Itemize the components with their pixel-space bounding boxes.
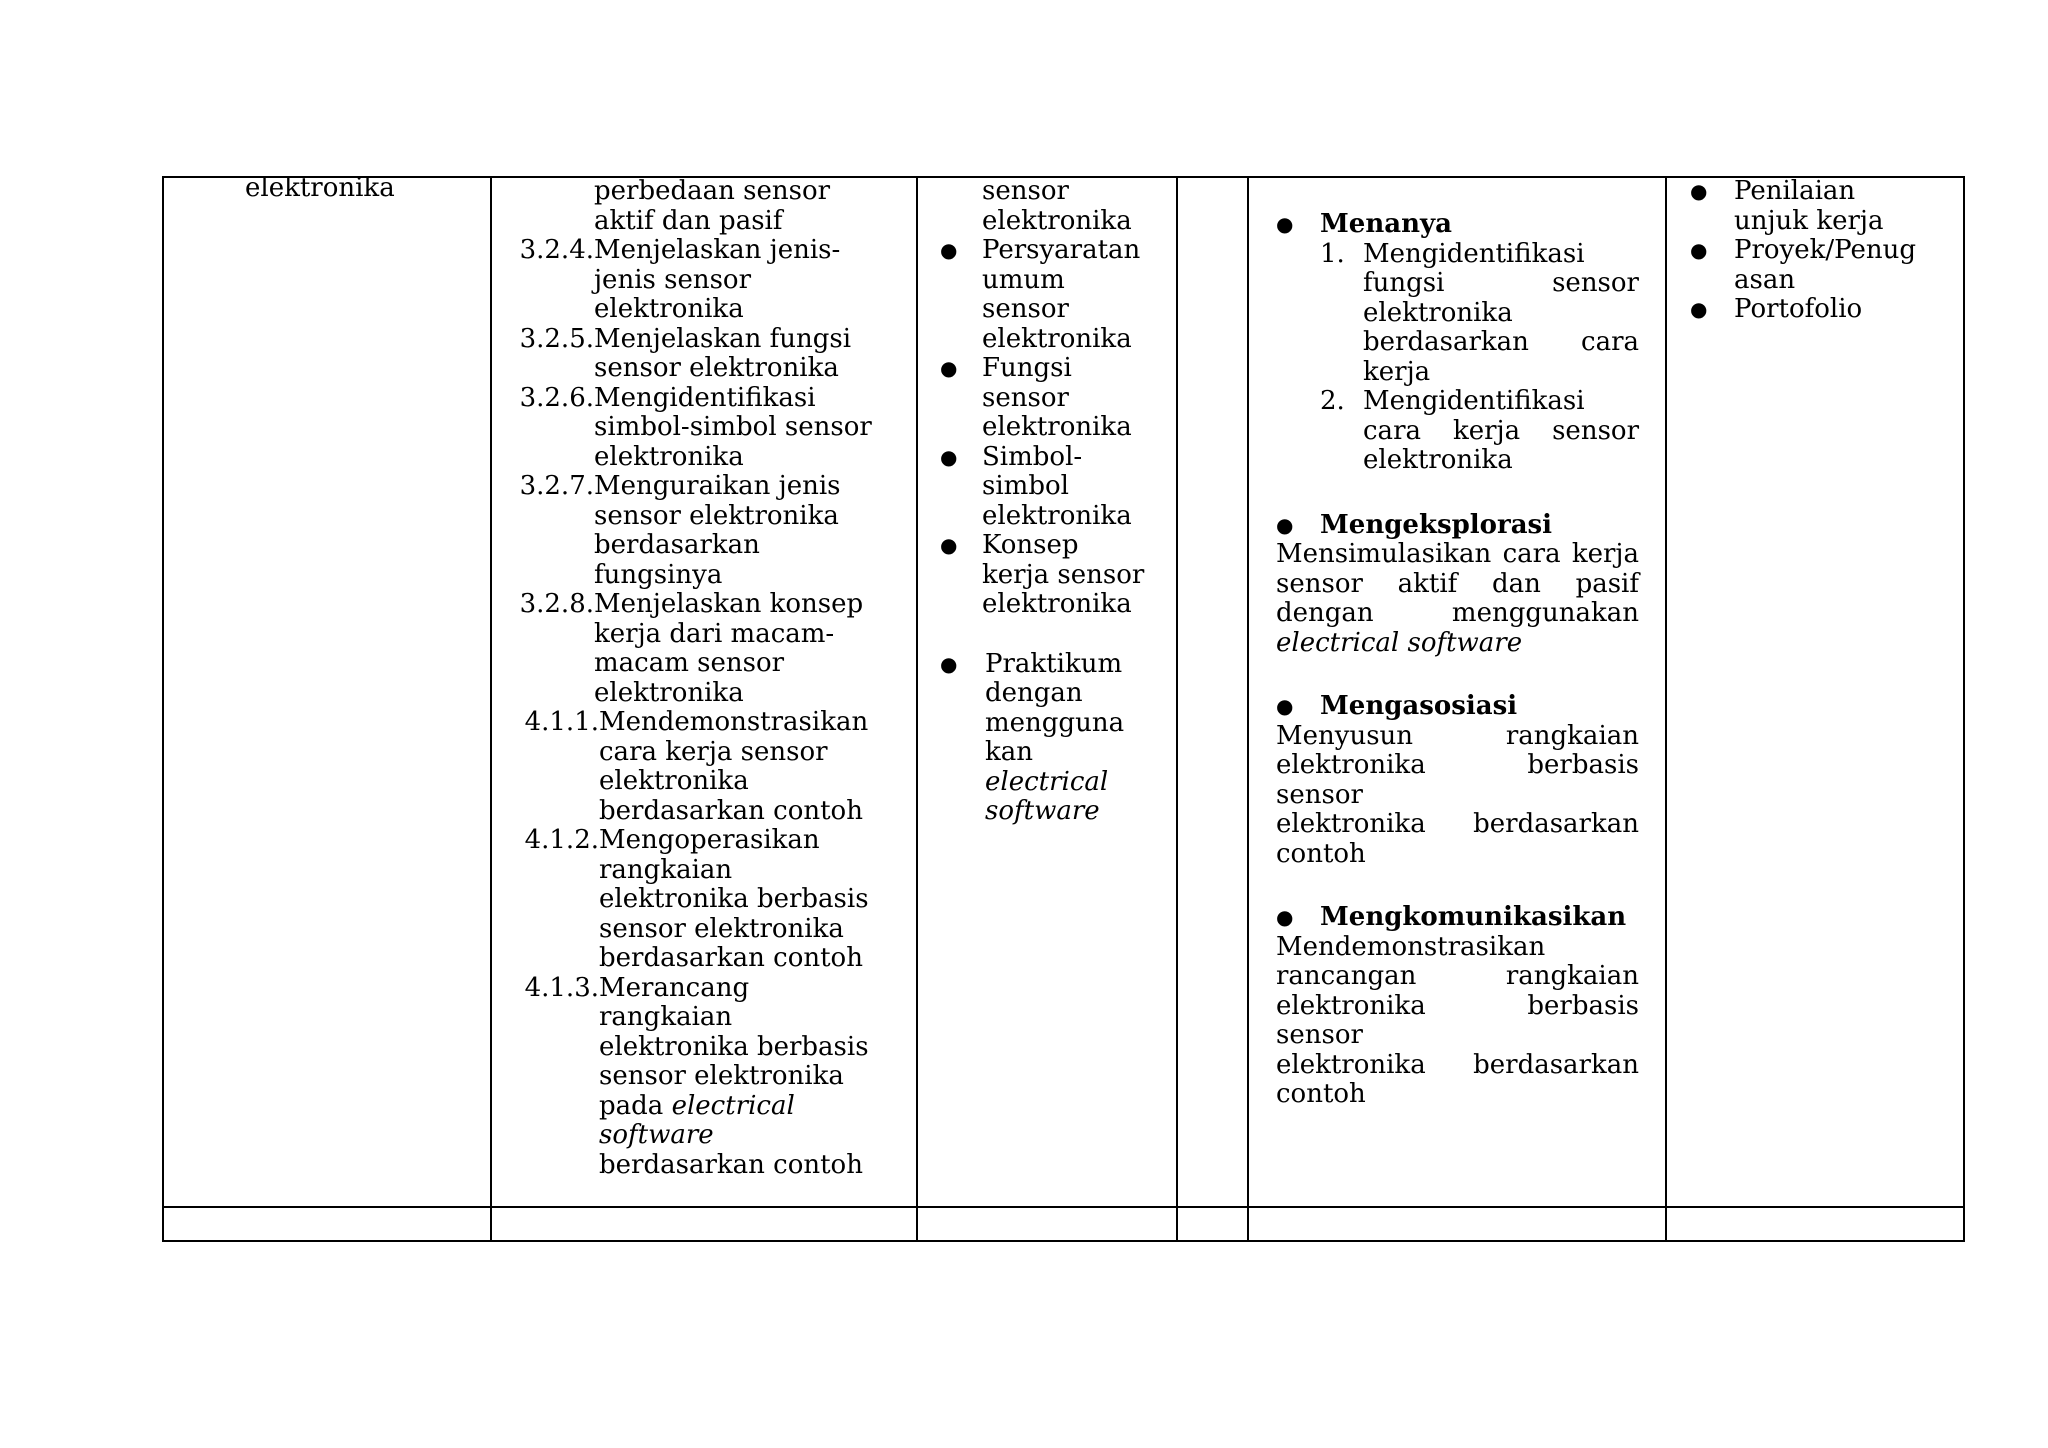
- indicator-item: 3.2.7. Menguraikan jenis sensor elektronika berdasarkan fungsinya: [519, 471, 841, 590]
- menanya-item: 2. Mengidentifikasi cara kerja sensor elektronika: [1320, 386, 1639, 475]
- material-bullet: ● Persyaratan umum sensor elektronika: [940, 235, 1141, 354]
- indicator-item: 3.2.5. Menjelaskan fungsi sensor elektronika: [519, 323, 852, 383]
- indicator-item: 4.1.3. Merancang rangkaian elektronika berbasis sensor elektronika pada electrical software berdasarkan contoh: [524, 972, 869, 1180]
- material-bullet: ● Fungsi sensor elektronika: [940, 353, 1132, 442]
- activity-heading-mengkomunikasikan: ● Mengkomunikasikan: [1276, 902, 1627, 932]
- indicator-cell: [515, 177, 905, 1180]
- indicator-continuation: perbedaan sensor aktif dan pasif: [594, 176, 831, 236]
- eksplorasi-text: Mensimulasikan cara kerja sensor aktif dan pasif dengan menggunakan electrical software: [1276, 539, 1639, 658]
- activity-heading-mengasosiasi: ● Mengasosiasi: [1276, 691, 1518, 721]
- material-continuation: sensor elektronika: [982, 176, 1132, 236]
- indicator-item: 4.1.1. Mendemonstrasikan cara kerja sensor elektronika berdasarkan contoh: [524, 707, 869, 826]
- assessment-bullet: ● Penilaian unjuk kerja: [1690, 176, 1884, 236]
- column-divider: [490, 176, 492, 1242]
- indicator-item: 3.2.8. Menjelaskan konsep kerja dari macam- macam sensor elektronika: [519, 589, 864, 708]
- activity-cell: [1276, 210, 1639, 1110]
- table-row-divider: [162, 1206, 1965, 1208]
- column-divider: [1176, 176, 1178, 1242]
- table-right-border: [1963, 176, 1965, 1242]
- indicator-item: 3.2.4. Menjelaskan jenis- jenis sensor elektronika: [519, 235, 841, 324]
- assessment-cell: [1690, 177, 1955, 325]
- material-bullet-praktikum: ● Praktikum dengan mengguna kan electrical software: [940, 648, 1125, 826]
- indicator-item: 3.2.6. Mengidentifikasi simbol-simbol sensor elektronika: [519, 382, 872, 472]
- col1-text: elektronika: [245, 173, 395, 203]
- activity-heading-menanya: ● Menanya: [1276, 209, 1452, 239]
- material-bullet: ● Simbol- simbol elektronika: [940, 441, 1132, 531]
- assessment-bullet: ● Proyek/Penug asan: [1690, 235, 1917, 295]
- material-cell: [940, 177, 1165, 827]
- activity-heading-mengeksplorasi: ● Mengeksplorasi: [1276, 509, 1553, 540]
- col1-cell: [245, 174, 475, 204]
- asosiasi-text: Menyusun rangkaian elektronika berbasis sensor elektronika berdasarkan contoh: [1276, 720, 1639, 869]
- menanya-list: [1276, 240, 1639, 476]
- column-divider: [916, 176, 918, 1242]
- komunikasi-text: Mendemonstrasikan rancangan rangkaian elektronika berbasis sensor elektronika berdasarkan contoh: [1276, 931, 1639, 1109]
- indicator-item: 4.1.2. Mengoperasikan rangkaian elektronika berbasis sensor elektronika berdasarkan contoh: [524, 825, 869, 973]
- material-bullet: ● Konsep kerja sensor elektronika: [940, 530, 1145, 619]
- table-bottom-border: [162, 1240, 1965, 1242]
- column-divider: [1247, 176, 1249, 1242]
- assessment-bullet: ● Portofolio: [1690, 294, 1863, 324]
- menanya-item: 1. Mengidentifikasi fungsi sensor elektronika berdasarkan cara kerja: [1320, 238, 1639, 387]
- column-divider: [1665, 176, 1667, 1242]
- table-left-border: [162, 176, 164, 1242]
